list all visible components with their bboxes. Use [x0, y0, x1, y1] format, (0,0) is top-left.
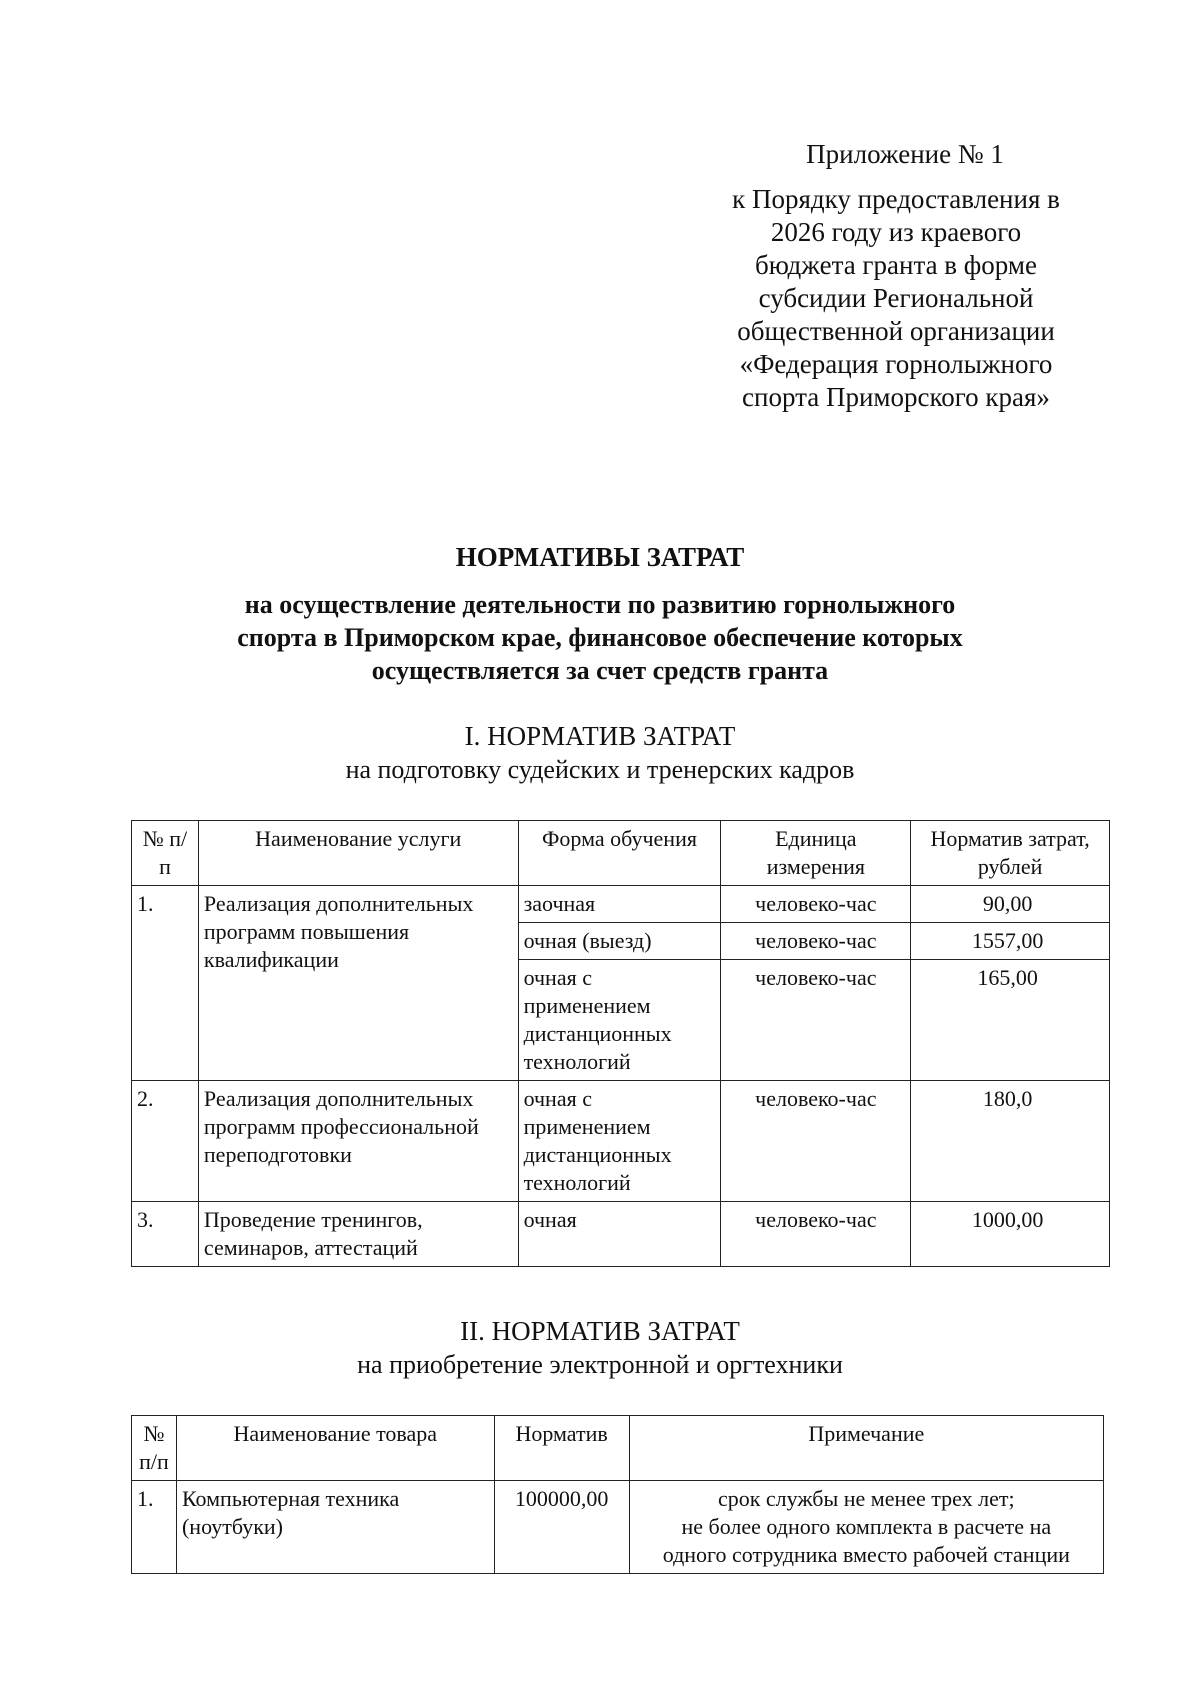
section2-heading-block: [100, 1315, 1100, 1381]
table-row: [132, 886, 1110, 923]
row-norm: 165,00: [911, 960, 1110, 1081]
equipment-costs-table: [131, 1415, 1104, 1574]
row-form: заочная: [518, 886, 721, 923]
row-unit: человеко-час: [721, 1081, 911, 1202]
training-costs-table: [131, 820, 1110, 1267]
row-norm: 180,0: [911, 1081, 1110, 1202]
note-line: срок службы не менее трех лет;: [717, 1486, 1015, 1511]
appendix-line: бюджета гранта в форме: [755, 250, 1037, 280]
document-title: НОРМАТИВЫ ЗАТРАТ: [455, 542, 745, 572]
row-norm: 1557,00: [911, 923, 1110, 960]
row-form: очная с применением дистанционных технологий: [518, 1081, 721, 1202]
col-header-unit: Единица измерения: [721, 821, 911, 886]
appendix-line: субсидии Региональной: [758, 283, 1034, 313]
section2-subheading: на приобретение электронной и оргтехники: [357, 1350, 843, 1379]
row-norm: 1000,00: [911, 1202, 1110, 1267]
row-form: очная с применением дистанционных технологий: [518, 960, 721, 1081]
row-num: 1.: [132, 1481, 177, 1574]
row-service: Реализация дополнительных программ повышения квалификации: [198, 886, 518, 1081]
appendix-title: Приложение № 1: [806, 139, 1004, 169]
col-header-note: Примечание: [629, 1416, 1103, 1481]
row-unit: человеко-час: [721, 886, 911, 923]
row-service: Реализация дополнительных программ профессиональной переподготовки: [198, 1081, 518, 1202]
col-header-form: Форма обучения: [518, 821, 721, 886]
appendix-line: 2026 году из краевого: [770, 217, 1022, 247]
section2-heading: II. НОРМАТИВ ЗАТРАТ: [460, 1316, 740, 1346]
section1-heading: I. НОРМАТИВ ЗАТРАТ: [464, 721, 736, 751]
row-form: очная (выезд): [518, 923, 721, 960]
row-item: Компьютерная техника (ноутбуки): [176, 1481, 494, 1574]
row-unit: человеко-час: [721, 923, 911, 960]
row-norm: 90,00: [911, 886, 1110, 923]
row-norm: 100000,00: [494, 1481, 629, 1574]
col-header-num: № п/п: [132, 821, 199, 886]
row-num: 3.: [132, 1202, 199, 1267]
row-service: Проведение тренингов, семинаров, аттестаций: [198, 1202, 518, 1267]
section1-heading-block: [100, 720, 1100, 786]
section1-subheading: на подготовку судейских и тренерских кадров: [345, 755, 855, 784]
table-header-row: [132, 1416, 1104, 1481]
col-header-service: Наименование услуги: [198, 821, 518, 886]
appendix-line: спорта Приморского края»: [742, 382, 1050, 412]
note-line: не более одного комплекта в расчете на: [681, 1514, 1052, 1539]
row-unit: человеко-час: [721, 960, 911, 1081]
appendix-block: [726, 138, 1066, 414]
appendix-line: к Порядку предоставления в: [732, 184, 1060, 214]
subtitle-line: спорта в Приморском крае, финансовое обеспечение которых: [237, 623, 963, 652]
subtitle-line: осуществляется за счет средств гранта: [371, 656, 829, 685]
col-header-num: № п/п: [132, 1416, 177, 1481]
col-header-item: Наименование товара: [176, 1416, 494, 1481]
row-num: 1.: [132, 886, 199, 1081]
note-line: одного сотрудника вместо рабочей станции: [662, 1542, 1070, 1567]
col-header-norm: Норматив: [494, 1416, 629, 1481]
subtitle-line: на осуществление деятельности по развитию горнолыжного: [244, 590, 956, 619]
appendix-line: «Федерация горнолыжного: [739, 349, 1053, 379]
col-header-norm: Норматив затрат, рублей: [911, 821, 1110, 886]
table-row: [132, 1481, 1104, 1574]
appendix-line: общественной организации: [737, 316, 1055, 346]
table-row: [132, 1202, 1110, 1267]
row-num: 2.: [132, 1081, 199, 1202]
table-row: [132, 1081, 1110, 1202]
table-header-row: [132, 821, 1110, 886]
row-form: очная: [518, 1202, 721, 1267]
document-subtitle: [180, 588, 1020, 687]
row-note: [629, 1481, 1103, 1574]
row-unit: человеко-час: [721, 1202, 911, 1267]
